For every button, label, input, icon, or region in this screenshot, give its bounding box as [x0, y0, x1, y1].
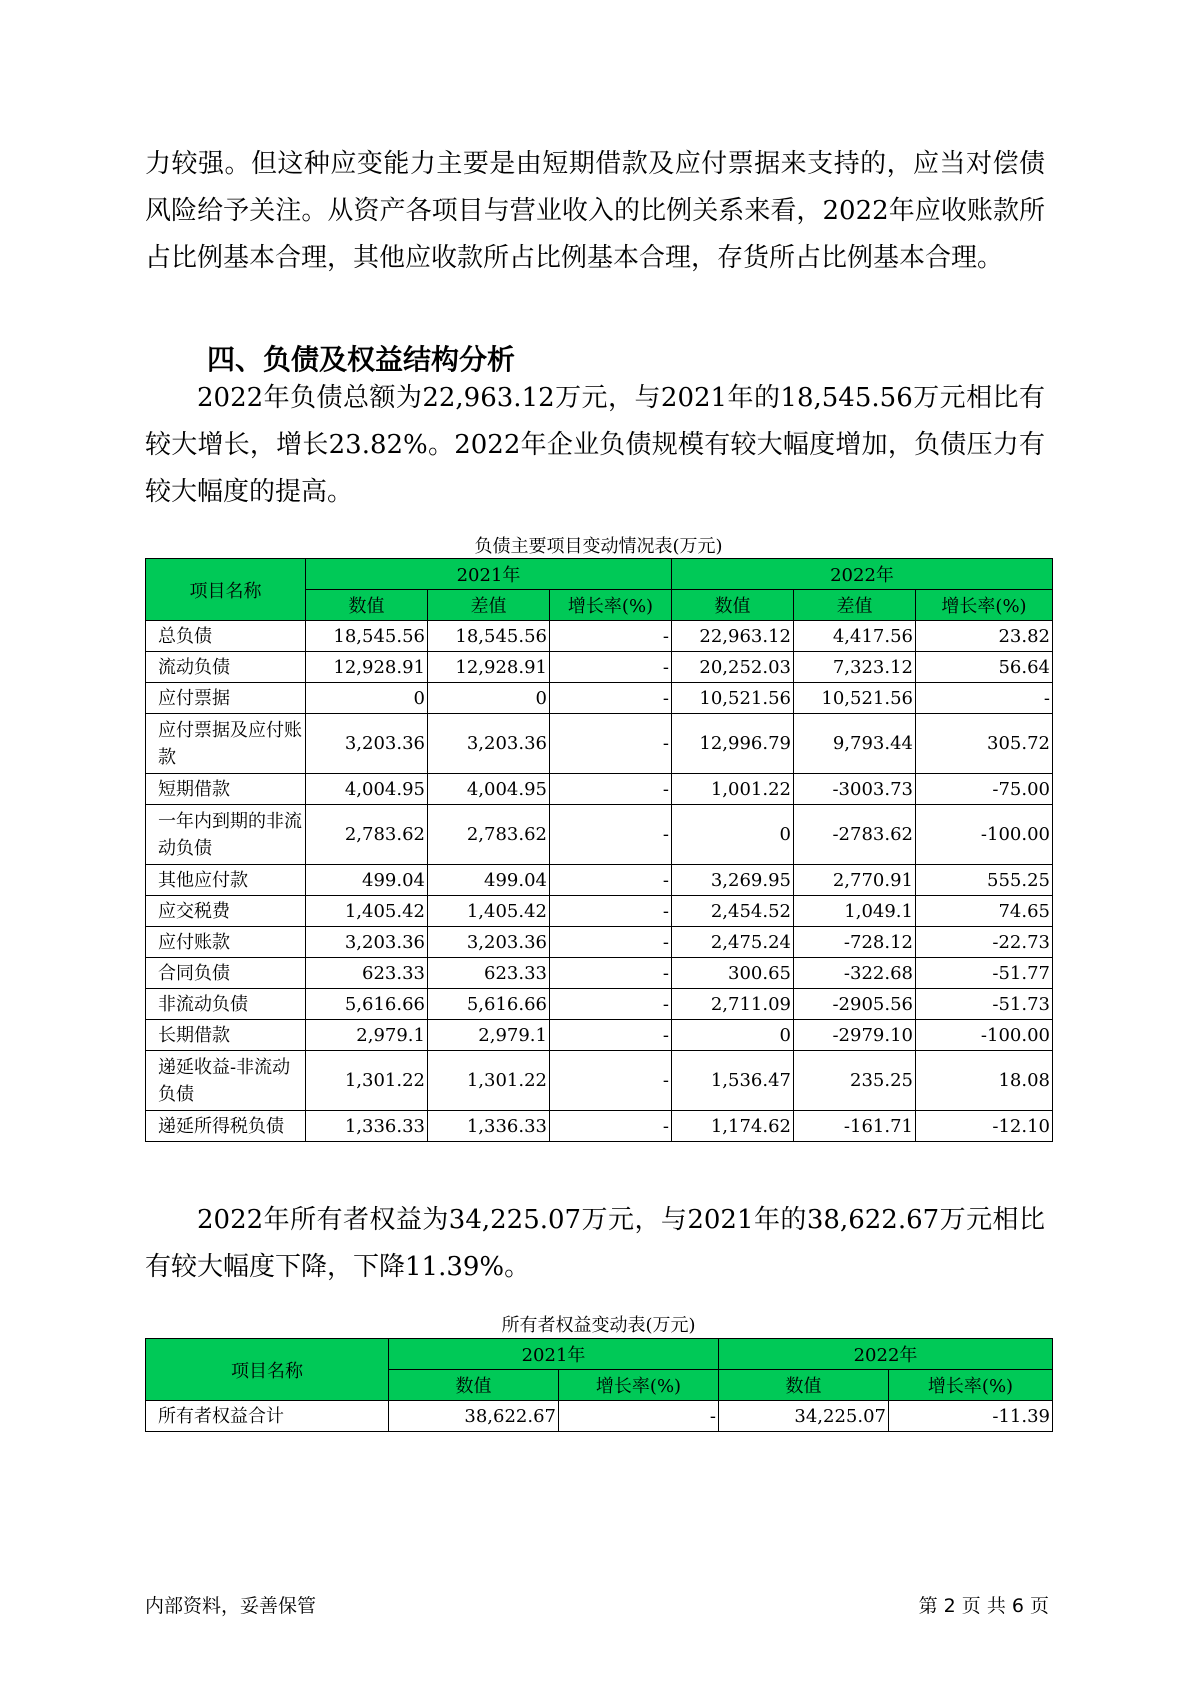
header-value: 数值	[672, 590, 794, 621]
row-cell-r1: -	[550, 1111, 672, 1142]
row-cell-v1: 623.33	[306, 958, 428, 989]
row-cell-v1: 2,979.1	[306, 1020, 428, 1051]
row-cell-v1: 1,405.42	[306, 896, 428, 927]
row-cell-v2: 300.65	[672, 958, 794, 989]
row-cell-v2: 1,174.62	[672, 1111, 794, 1142]
row-cell-d2: 9,793.44	[794, 714, 916, 774]
row-cell-d2: 4,417.56	[794, 621, 916, 652]
row-cell-d2: -322.68	[794, 958, 916, 989]
row-cell-r2: -	[916, 683, 1053, 714]
header-year-2022: 2022年	[672, 559, 1053, 590]
table-row	[146, 1020, 1053, 1051]
row-cell-r2: -75.00	[916, 774, 1053, 805]
equity-paragraph: 2022年所有者权益为34,225.07万元，与2021年的38,622.67万元相比有较大幅度下降，下降11.39%。	[145, 1205, 1045, 1282]
row-cell-d1: 623.33	[428, 958, 550, 989]
row-cell-d1: 2,783.62	[428, 805, 550, 865]
row-cell-d2: -728.12	[794, 927, 916, 958]
row-cell-r1: -	[550, 927, 672, 958]
section-heading: 四、负债及权益结构分析	[207, 343, 516, 376]
row-cell-d2: 1,049.1	[794, 896, 916, 927]
header-year-2022: 2022年	[719, 1339, 1053, 1370]
header-item-name: 项目名称	[146, 1339, 389, 1401]
row-cell-r2: -11.39	[889, 1401, 1053, 1432]
row-cell-r1: -	[550, 1020, 672, 1051]
row-cell-d1: 1,301.22	[428, 1051, 550, 1111]
row-cell-d1: 3,203.36	[428, 714, 550, 774]
row-cell-v1: 4,004.95	[306, 774, 428, 805]
row-cell-v2: 12,996.79	[672, 714, 794, 774]
row-cell-r2: 74.65	[916, 896, 1053, 927]
row-cell-v1: 2,783.62	[306, 805, 428, 865]
row-cell-r1: -	[550, 1051, 672, 1111]
header-value: 数值	[306, 590, 428, 621]
header-value: 数值	[389, 1370, 559, 1401]
table-row	[146, 774, 1053, 805]
table-row	[146, 1401, 1053, 1432]
header-value: 数值	[719, 1370, 889, 1401]
row-cell-r1: -	[550, 621, 672, 652]
header-rate: 增长率(%)	[559, 1370, 719, 1401]
row-cell-r1: -	[550, 865, 672, 896]
row-item-name: 长期借款	[146, 1020, 306, 1051]
row-cell-d1: 12,928.91	[428, 652, 550, 683]
footer-confidential-note: 内部资料，妥善保管	[145, 1595, 317, 1617]
row-cell-d2: 7,323.12	[794, 652, 916, 683]
row-cell-d1: 5,616.66	[428, 989, 550, 1020]
row-item-name: 应付账款	[146, 927, 306, 958]
row-cell-r2: -51.77	[916, 958, 1053, 989]
row-cell-v1: 12,928.91	[306, 652, 428, 683]
header-year-2021: 2021年	[389, 1339, 719, 1370]
row-item-name: 应付票据	[146, 683, 306, 714]
table-row	[146, 865, 1053, 896]
row-cell-v2: 22,963.12	[672, 621, 794, 652]
row-item-name: 短期借款	[146, 774, 306, 805]
row-item-name: 流动负债	[146, 652, 306, 683]
footer-page-number: 第 2 页 共 6 页	[918, 1595, 1049, 1617]
row-cell-v2: 2,454.52	[672, 896, 794, 927]
row-cell-d1: 1,405.42	[428, 896, 550, 927]
table-row	[146, 927, 1053, 958]
row-cell-r1: -	[550, 805, 672, 865]
row-cell-v1: 1,301.22	[306, 1051, 428, 1111]
row-cell-d2: 2,770.91	[794, 865, 916, 896]
row-cell-r2: 305.72	[916, 714, 1053, 774]
row-cell-v1: 499.04	[306, 865, 428, 896]
row-cell-v1: 38,622.67	[389, 1401, 559, 1432]
header-rate: 增长率(%)	[916, 590, 1053, 621]
row-cell-v2: 10,521.56	[672, 683, 794, 714]
row-cell-r2: 23.82	[916, 621, 1053, 652]
table-row	[146, 896, 1053, 927]
row-item-name: 递延收益-非流动负债	[146, 1051, 306, 1111]
header-item-name: 项目名称	[146, 559, 306, 621]
row-cell-r1: -	[550, 958, 672, 989]
row-cell-r1: -	[559, 1401, 719, 1432]
row-cell-v2: 34,225.07	[719, 1401, 889, 1432]
row-cell-r2: -12.10	[916, 1111, 1053, 1142]
liability-paragraph: 2022年负债总额为22,963.12万元，与2021年的18,545.56万元相比有较大增长，增长23.82%。2022年企业负债规模有较大幅度增加，负债压力有较大幅度的提高。	[145, 383, 1045, 507]
row-cell-d1: 2,979.1	[428, 1020, 550, 1051]
row-item-name: 递延所得税负债	[146, 1111, 306, 1142]
row-item-name: 非流动负债	[146, 989, 306, 1020]
row-cell-v1: 3,203.36	[306, 714, 428, 774]
row-cell-v1: 0	[306, 683, 428, 714]
header-diff: 差值	[428, 590, 550, 621]
table-row	[146, 958, 1053, 989]
row-cell-v1: 18,545.56	[306, 621, 428, 652]
equity-table-caption: 所有者权益变动表(万元)	[501, 1315, 696, 1336]
row-cell-r1: -	[550, 774, 672, 805]
row-cell-r1: -	[550, 896, 672, 927]
table-row	[146, 714, 1053, 774]
equity-table	[145, 1338, 1053, 1432]
row-cell-d1: 499.04	[428, 865, 550, 896]
row-item-name: 一年内到期的非流动负债	[146, 805, 306, 865]
row-cell-d1: 3,203.36	[428, 927, 550, 958]
row-cell-d1: 0	[428, 683, 550, 714]
row-cell-d1: 4,004.95	[428, 774, 550, 805]
liability-table	[145, 558, 1053, 1142]
header-diff: 差值	[794, 590, 916, 621]
row-item-name: 应交税费	[146, 896, 306, 927]
row-cell-r2: -22.73	[916, 927, 1053, 958]
table-row	[146, 683, 1053, 714]
row-cell-r2: 555.25	[916, 865, 1053, 896]
row-cell-v1: 1,336.33	[306, 1111, 428, 1142]
row-cell-d2: 235.25	[794, 1051, 916, 1111]
row-cell-d1: 18,545.56	[428, 621, 550, 652]
row-item-name: 总负债	[146, 621, 306, 652]
row-cell-v2: 0	[672, 1020, 794, 1051]
row-cell-v2: 20,252.03	[672, 652, 794, 683]
row-cell-r1: -	[550, 714, 672, 774]
row-item-name: 应付票据及应付账款	[146, 714, 306, 774]
row-item-name: 合同负债	[146, 958, 306, 989]
row-cell-d2: -161.71	[794, 1111, 916, 1142]
row-cell-r1: -	[550, 989, 672, 1020]
table-row	[146, 652, 1053, 683]
row-cell-r2: -100.00	[916, 1020, 1053, 1051]
row-cell-d2: 10,521.56	[794, 683, 916, 714]
row-cell-v2: 0	[672, 805, 794, 865]
row-cell-d2: -2979.10	[794, 1020, 916, 1051]
row-cell-r2: -100.00	[916, 805, 1053, 865]
row-item-name: 所有者权益合计	[146, 1401, 389, 1432]
table-row	[146, 1111, 1053, 1142]
row-cell-r2: -51.73	[916, 989, 1053, 1020]
table-row	[146, 621, 1053, 652]
row-cell-r1: -	[550, 652, 672, 683]
row-cell-d2: -2905.56	[794, 989, 916, 1020]
table-row	[146, 989, 1053, 1020]
row-item-name: 其他应付款	[146, 865, 306, 896]
row-cell-r2: 18.08	[916, 1051, 1053, 1111]
row-cell-d2: -2783.62	[794, 805, 916, 865]
row-cell-v2: 2,711.09	[672, 989, 794, 1020]
header-rate: 增长率(%)	[550, 590, 672, 621]
liability-table-caption: 负债主要项目变动情况表(万元)	[474, 536, 723, 557]
row-cell-v1: 3,203.36	[306, 927, 428, 958]
table-row	[146, 1051, 1053, 1111]
header-year-2021: 2021年	[306, 559, 672, 590]
header-rate: 增长率(%)	[889, 1370, 1053, 1401]
row-cell-d2: -3003.73	[794, 774, 916, 805]
intro-paragraph: 力较强。但这种应变能力主要是由短期借款及应付票据来支持的，应当对偿债风险给予关注。从资产各项目与营业收入的比例关系来看，2022年应收账款所占比例基本合理，其他应收款所占比例基本合理，存货所占比例基本合理。	[145, 149, 1045, 273]
row-cell-v2: 3,269.95	[672, 865, 794, 896]
row-cell-r1: -	[550, 683, 672, 714]
row-cell-v1: 5,616.66	[306, 989, 428, 1020]
row-cell-d1: 1,336.33	[428, 1111, 550, 1142]
row-cell-v2: 2,475.24	[672, 927, 794, 958]
row-cell-v2: 1,001.22	[672, 774, 794, 805]
row-cell-v2: 1,536.47	[672, 1051, 794, 1111]
table-row	[146, 805, 1053, 865]
row-cell-r2: 56.64	[916, 652, 1053, 683]
